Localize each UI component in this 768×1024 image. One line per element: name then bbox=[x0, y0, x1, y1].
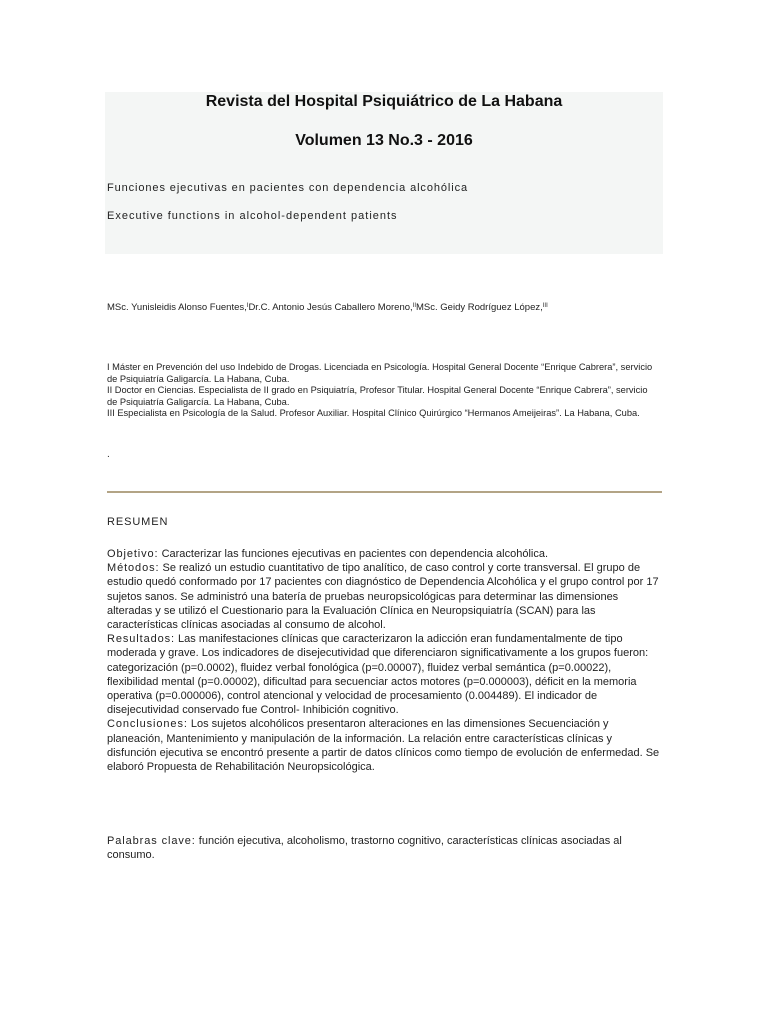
article-title-spanish: Funciones ejecutivas en pacientes con dependencia alcohólica bbox=[107, 182, 468, 194]
section-divider bbox=[107, 491, 662, 493]
abstract-objective bbox=[107, 547, 663, 561]
keywords bbox=[107, 834, 647, 862]
abstract-conclusions bbox=[107, 717, 663, 774]
journal-header bbox=[105, 92, 663, 254]
abstract-body bbox=[107, 547, 663, 774]
results-text: Las manifestaciones clínicas que caracterizaron la adicción eran fundamentalmente de tipo moderada y grave. Los indicadores de disejecutividad que diferenciaron significativamente a los grupos fueron: categorización (p=0.0002), fluidez verbal fonológica (p=0.00007), fluidez verbal semántica (p=0.00022), flexibilidad mental (p=0.00002), dificultad para secuenciar actos motores (p=0.000003), déficit en la memoria operativa (p=0.000006), control atencional y velocidad de procesamiento (0.004489). El indicador de disejecutividad conservado fue Control- Inhibición cognitivo. bbox=[107, 633, 649, 717]
results-label: Resultados: bbox=[107, 633, 175, 646]
abstract-methods bbox=[107, 561, 663, 632]
author-name: MSc. Geidy Rodríguez López, bbox=[416, 302, 543, 313]
author-name: MSc. Yunisleidis Alonso Fuentes, bbox=[107, 302, 247, 313]
keywords-label: Palabras clave: bbox=[107, 835, 196, 847]
affiliation-item: III Especialista en Psicología de la Salud. Profesor Auxiliar. Hospital Clínico Quirúrgico “Hermanos Ameijeiras”. La Habana, Cuba. bbox=[107, 408, 640, 419]
conclusions-text: Los sujetos alcohólicos presentaron alteraciones en las dimensiones Secuenciación y planeación, Mantenimiento y manipulación de la información. La relación entre características clínicas y disfunción ejecutiva se encontró presente a partir de datos clínicos como tiempo de evolución de enfermedad. Se elaboró Propuesta de Rehabilitación Neuropsicológica. bbox=[107, 718, 660, 774]
author-list bbox=[107, 302, 548, 313]
methods-label: Métodos: bbox=[107, 562, 160, 575]
author-name: Dr.C. Antonio Jesús Caballero Moreno, bbox=[248, 302, 413, 313]
article-title-english: Executive functions in alcohol-dependent patients bbox=[107, 210, 398, 222]
journal-title: Revista del Hospital Psiquiátrico de La Habana bbox=[205, 93, 563, 110]
affiliation-marker: I bbox=[246, 303, 249, 309]
abstract-results bbox=[107, 632, 663, 717]
affiliations bbox=[107, 362, 655, 420]
conclusions-label: Conclusiones: bbox=[107, 718, 188, 731]
affiliation-item: I Máster en Prevención del uso Indebido de Drogas. Licenciada en Psicología. Hospital General Docente “Enrique Cabrera”, servicio de Psiquiatría Galigarcía. La Habana, Cuba. bbox=[107, 362, 653, 384]
affiliation-marker: III bbox=[542, 303, 548, 309]
objective-label: Objetivo: bbox=[107, 548, 159, 560]
abstract-heading: RESUMEN bbox=[107, 516, 169, 528]
separator-dot: . bbox=[107, 449, 110, 460]
objective-text: Caracterizar las funciones ejecutivas en pacientes con dependencia alcohólica. bbox=[158, 548, 549, 560]
affiliation-item: II Doctor en Ciencias. Especialista de II grado en Psiquiatría, Profesor Titular. Hospital General Docente “Enrique Cabrera”, servicio de Psiquiatría Galigarcía. La Habana, Cuba. bbox=[107, 385, 648, 407]
affiliation-marker: II bbox=[412, 303, 417, 309]
methods-text: Se realizó un estudio cuantitativo de tipo analítico, de caso control y corte transversal. El grupo de estudio quedó conformado por 17 pacientes con diagnóstico de Dependencia Alcohólica y el grupo control por 17 sujetos sanos. Se administró una batería de pruebas neuropsicológicas para determinar las dimensiones alteradas y se utilizó el Cuestionario para la Evaluación Clínica en Neuropsiquiatría (SCAN) para las características clínicas asociadas al consumo de alcohol. bbox=[107, 562, 659, 632]
volume-info: Volumen 13 No.3 - 2016 bbox=[295, 132, 473, 149]
keywords-text: función ejecutiva, alcoholismo, trastorno cognitivo, características clínicas asociadas al consumo. bbox=[107, 835, 622, 862]
